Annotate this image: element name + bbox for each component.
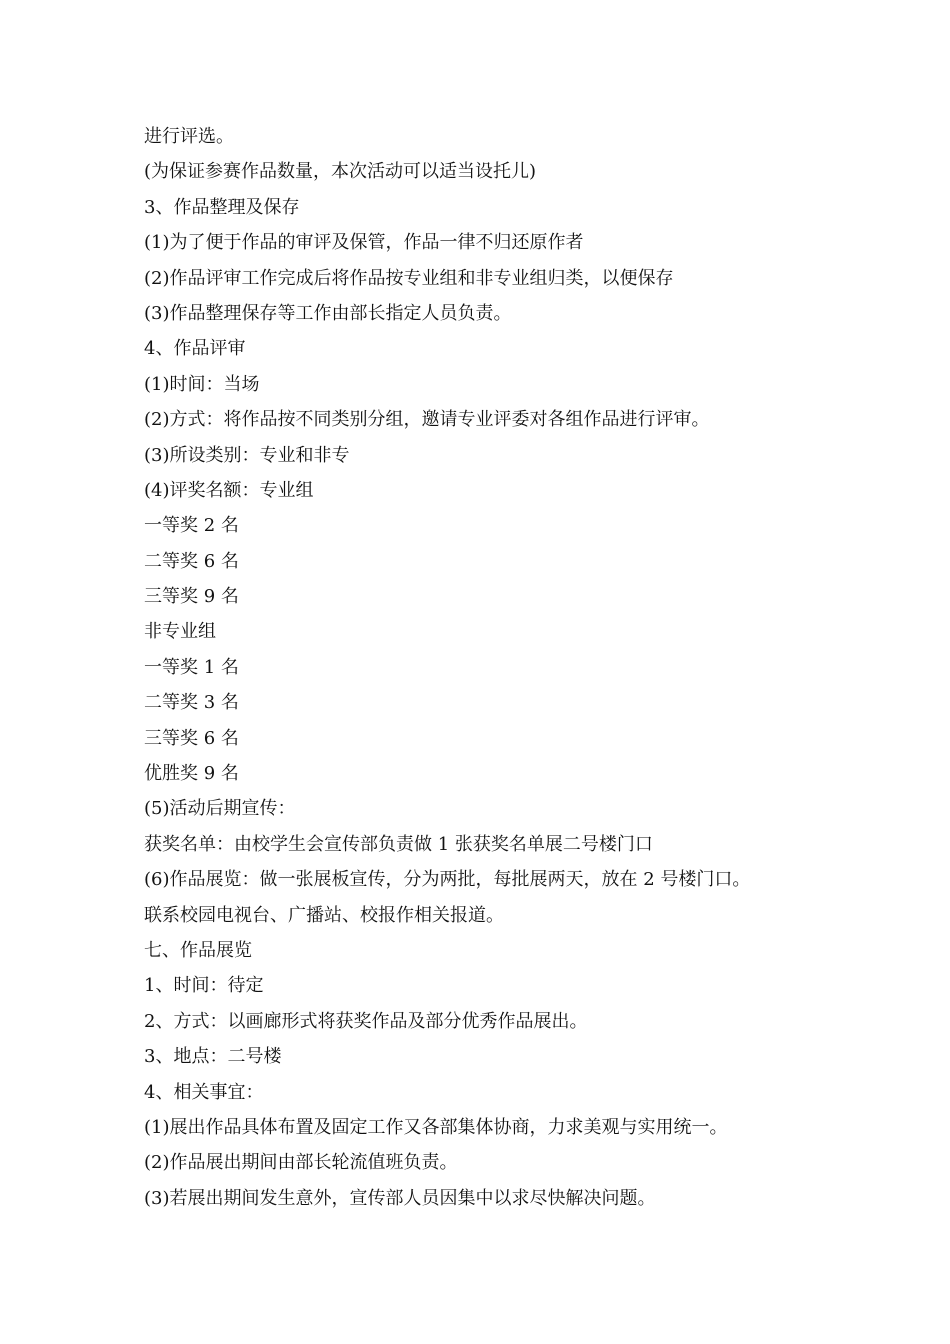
text-line: (1)为了便于作品的审评及保管，作品一律不归还原作者 xyxy=(144,232,584,254)
text-line: 1、时间：待定 xyxy=(144,975,264,997)
text-line: (5)活动后期宣传： xyxy=(144,798,296,820)
section-heading: 4、作品评审 xyxy=(144,338,246,360)
section-heading: 3、作品整理及保存 xyxy=(144,196,300,218)
text-line: (1)时间：当场 xyxy=(144,373,260,395)
text-line: 获奖名单：由校学生会宣传部负责做 1 张获奖名单展二号楼门口 xyxy=(144,833,653,855)
text-line: (2)作品评审工作完成后将作品按专业组和非专业组归类，以便保存 xyxy=(144,267,674,289)
award-line: 优胜奖 9 名 xyxy=(144,763,239,785)
award-line: 二等奖 6 名 xyxy=(144,550,239,572)
text-line: 进行评选。 xyxy=(144,126,234,147)
text-line: 非专业组 xyxy=(144,621,216,643)
text-line: (2)作品展出期间由部长轮流值班负责。 xyxy=(144,1152,458,1174)
text-line: 联系校园电视台、广播站、校报作相关报道。 xyxy=(144,904,504,926)
award-line: 一等奖 1 名 xyxy=(144,656,239,678)
document-body xyxy=(144,119,824,1216)
award-line: 一等奖 2 名 xyxy=(144,515,239,537)
text-line: (3)作品整理保存等工作由部长指定人员负责。 xyxy=(144,302,512,324)
text-line: (3)若展出期间发生意外，宣传部人员因集中以求尽快解决问题。 xyxy=(144,1187,656,1209)
text-line: 2、方式：以画廊形式将获奖作品及部分优秀作品展出。 xyxy=(144,1010,588,1032)
text-line: (4)评奖名额：专业组 xyxy=(144,479,314,501)
award-line: 三等奖 9 名 xyxy=(144,586,239,608)
text-line: 3、地点：二号楼 xyxy=(144,1046,282,1068)
award-line: 二等奖 3 名 xyxy=(144,692,239,714)
text-line: (6)作品展览：做一张展板宣传，分为两批，每批展两天，放在 2 号楼门口。 xyxy=(144,869,751,891)
text-line: (2)方式：将作品按不同类别分组，邀请专业评委对各组作品进行评审。 xyxy=(144,409,710,431)
text-line: 4、相关事宜： xyxy=(144,1081,264,1103)
text-line: (3)所设类别：专业和非专 xyxy=(144,444,350,466)
section-heading: 七、作品展览 xyxy=(144,939,252,961)
text-line: (为保证参赛作品数量，本次活动可以适当设托儿) xyxy=(144,161,537,183)
award-line: 三等奖 6 名 xyxy=(144,727,239,749)
text-line: (1)展出作品具体布置及固定工作又各部集体协商，力求美观与实用统一。 xyxy=(144,1116,728,1138)
